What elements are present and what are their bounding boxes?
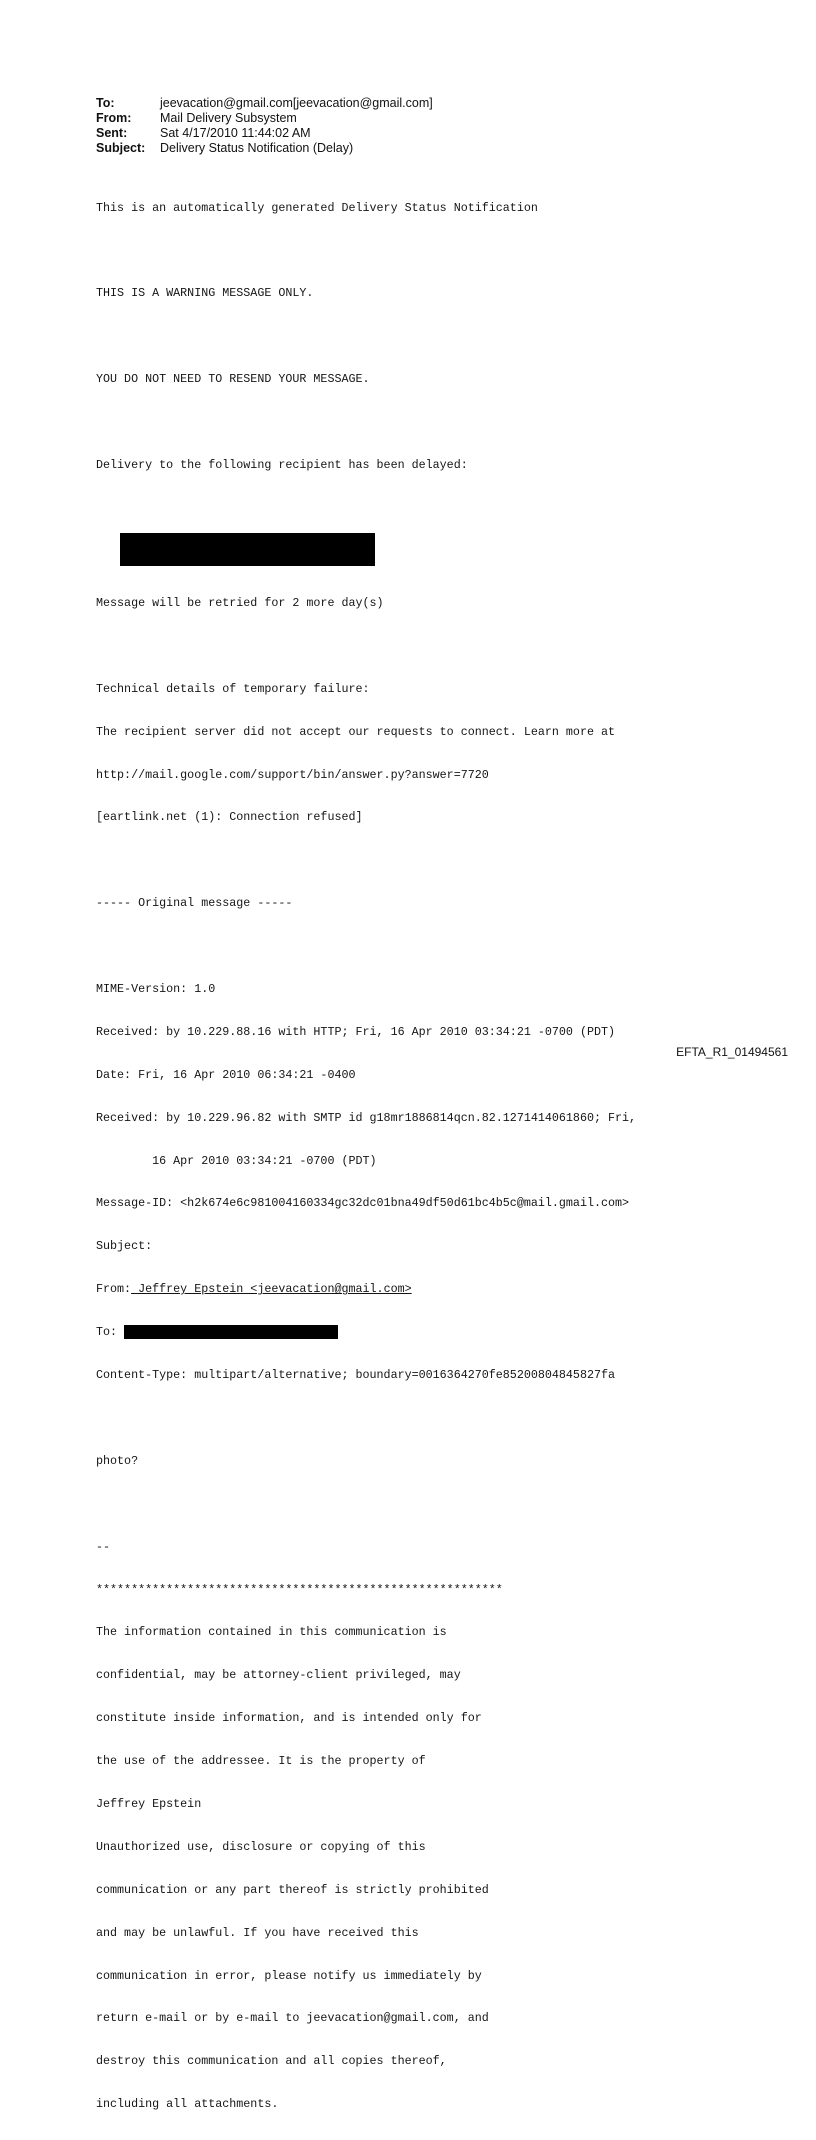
signature-stars: **********************************************************: [96, 1582, 503, 1597]
original-from-prefix: From:: [96, 1282, 132, 1297]
original-from: [96, 1282, 636, 1296]
original-content-type: Content-Type: multipart/alternative; boundary=0016364270fe85200804845827fa: [96, 1368, 616, 1383]
email-body: [96, 172, 636, 2140]
document-id: EFTA_R1_01494561: [676, 1045, 788, 1059]
to-value: jeevacation@gmail.com[jeevacation@gmail.com]: [160, 96, 433, 110]
notice-line-2: THIS IS A WARNING MESSAGE ONLY.: [96, 286, 314, 301]
email-header: [96, 96, 433, 156]
disclaimer-line: and may be unlawful. If you have received this: [96, 1925, 419, 1940]
retry-line: Message will be retried for 2 more day(s): [96, 596, 384, 611]
header-to-row: [96, 96, 433, 111]
header-from-row: [96, 111, 433, 126]
original-received-1: Received: by 10.229.88.16 with HTTP; Fri, 16 Apr 2010 03:34:21 -0700 (PDT): [96, 1024, 616, 1039]
disclaimer-line: destroy this communication and all copies thereof,: [96, 2054, 447, 2069]
disclaimer-line: the use of the addressee. It is the property of: [96, 1754, 426, 1769]
disclaimer-line: communication in error, please notify us immediately by: [96, 1968, 482, 1983]
subject-label: Subject:: [96, 141, 146, 155]
from-label: From:: [96, 111, 132, 125]
technical-line-3: http://mail.google.com/support/bin/answer.py?answer=7720: [96, 767, 489, 782]
disclaimer-line: confidential, may be attorney-client privileged, may: [96, 1668, 461, 1683]
sent-value: Sat 4/17/2010 11:44:02 AM: [160, 126, 311, 140]
from-value: Mail Delivery Subsystem: [160, 111, 297, 125]
sent-label: Sent:: [96, 126, 128, 140]
original-mime: MIME-Version: 1.0: [96, 982, 216, 997]
notice-line-1: This is an automatically generated Delivery Status Notification: [96, 200, 538, 215]
disclaimer-line: Unauthorized use, disclosure or copying of this: [96, 1839, 426, 1854]
original-from-value: Jeffrey Epstein <jeevacation@gmail.com>: [131, 1282, 412, 1297]
technical-line-4: [eartlink.net (1): Connection refused]: [96, 810, 363, 825]
original-subject: Subject:: [96, 1239, 153, 1254]
header-sent-row: [96, 126, 433, 141]
message-body: photo?: [96, 1453, 139, 1468]
technical-line-2: The recipient server did not accept our requests to connect. Learn more at: [96, 724, 616, 739]
disclaimer-line: return e-mail or by e-mail to jeevacation@gmail.com, and: [96, 2011, 489, 2026]
original-divider: ----- Original message -----: [96, 896, 293, 911]
disclaimer-line: constitute inside information, and is intended only for: [96, 1711, 482, 1726]
subject-value: Delivery Status Notification (Delay): [160, 141, 354, 155]
original-received-2b: 16 Apr 2010 03:34:21 -0700 (PDT): [96, 1153, 377, 1168]
disclaimer-line: Jeffrey Epstein: [96, 1796, 202, 1811]
original-received-2a: Received: by 10.229.96.82 with SMTP id g18mr1886814qcn.82.1271414061860; Fri,: [96, 1110, 637, 1125]
notice-line-4: Delivery to the following recipient has been delayed:: [96, 457, 468, 472]
original-date: Date: Fri, 16 Apr 2010 06:34:21 -0400: [96, 1067, 356, 1082]
header-subject-row: [96, 141, 433, 156]
signature-dash: --: [96, 1539, 111, 1554]
original-to: [96, 1325, 636, 1339]
disclaimer-line: communication or any part thereof is strictly prohibited: [96, 1882, 489, 1897]
original-message-id: Message-ID: <h2k674e6c981004160334gc32dc01bna49df50d61bc4b5c@mail.gmail.com>: [96, 1196, 630, 1211]
recipient-redaction: [120, 533, 375, 566]
notice-line-3: YOU DO NOT NEED TO RESEND YOUR MESSAGE.: [96, 372, 370, 387]
disclaimer-line: The information contained in this communication is: [96, 1625, 447, 1640]
to-label: To:: [96, 96, 115, 110]
disclaimer-line: including all attachments.: [96, 2097, 279, 2112]
to-redaction: [124, 1325, 338, 1339]
technical-line-1: Technical details of temporary failure:: [96, 681, 370, 696]
original-to-prefix: To:: [96, 1325, 125, 1340]
